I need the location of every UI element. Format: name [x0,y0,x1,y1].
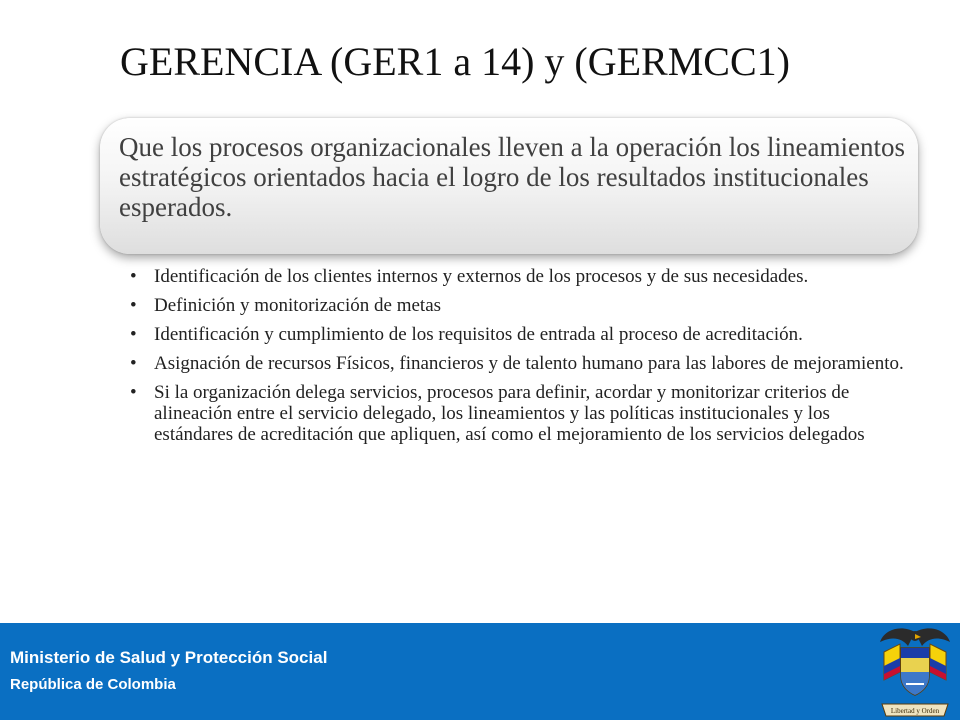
callout-text: Que los procesos organizacionales lleven a la operación los lineamientos estratégicos orientados hacia el logro de los resultados institucionales esperados. [119,132,905,222]
slide-title: GERENCIA (GER1 a 14) y (GERMCC1) [120,39,790,84]
bullet-text: Identificación de los clientes internos y externos de los procesos y de sus necesidades. [154,266,809,287]
bullet-item [130,382,910,445]
coat-of-arms-icon [870,622,960,720]
bullet-text: Si la organización delega servicios, procesos para definir, acordar y monitorizar criterios de alineación entre el servicio delegado, los lineamientos y las políticas institucionales y los estándares de acreditación que apliquen, así como el mejoramiento de los servicios delegados [154,382,865,445]
bullet-item [130,353,910,374]
bullet-item [130,324,910,345]
bullet-item [130,295,910,316]
republic-name: República de Colombia [10,676,176,693]
bullet-text: Asignación de recursos Físicos, financieros y de talento humano para las labores de mejoramiento. [154,353,904,374]
bullet-icon: • [130,324,137,345]
bullet-icon: • [130,295,137,316]
ministry-name: Ministerio de Salud y Protección Social [10,648,328,667]
bullet-item [130,266,910,287]
bullet-icon: • [130,266,137,287]
seal-motto: Libertad y Orden [890,707,940,715]
bullet-text: Identificación y cumplimiento de los requisitos de entrada al proceso de acreditación. [154,324,803,345]
bullet-icon: • [130,353,137,374]
bullet-icon: • [130,382,137,403]
footer-bar [0,623,960,720]
bullet-list [130,266,910,453]
bullet-text: Definición y monitorización de metas [154,295,442,316]
